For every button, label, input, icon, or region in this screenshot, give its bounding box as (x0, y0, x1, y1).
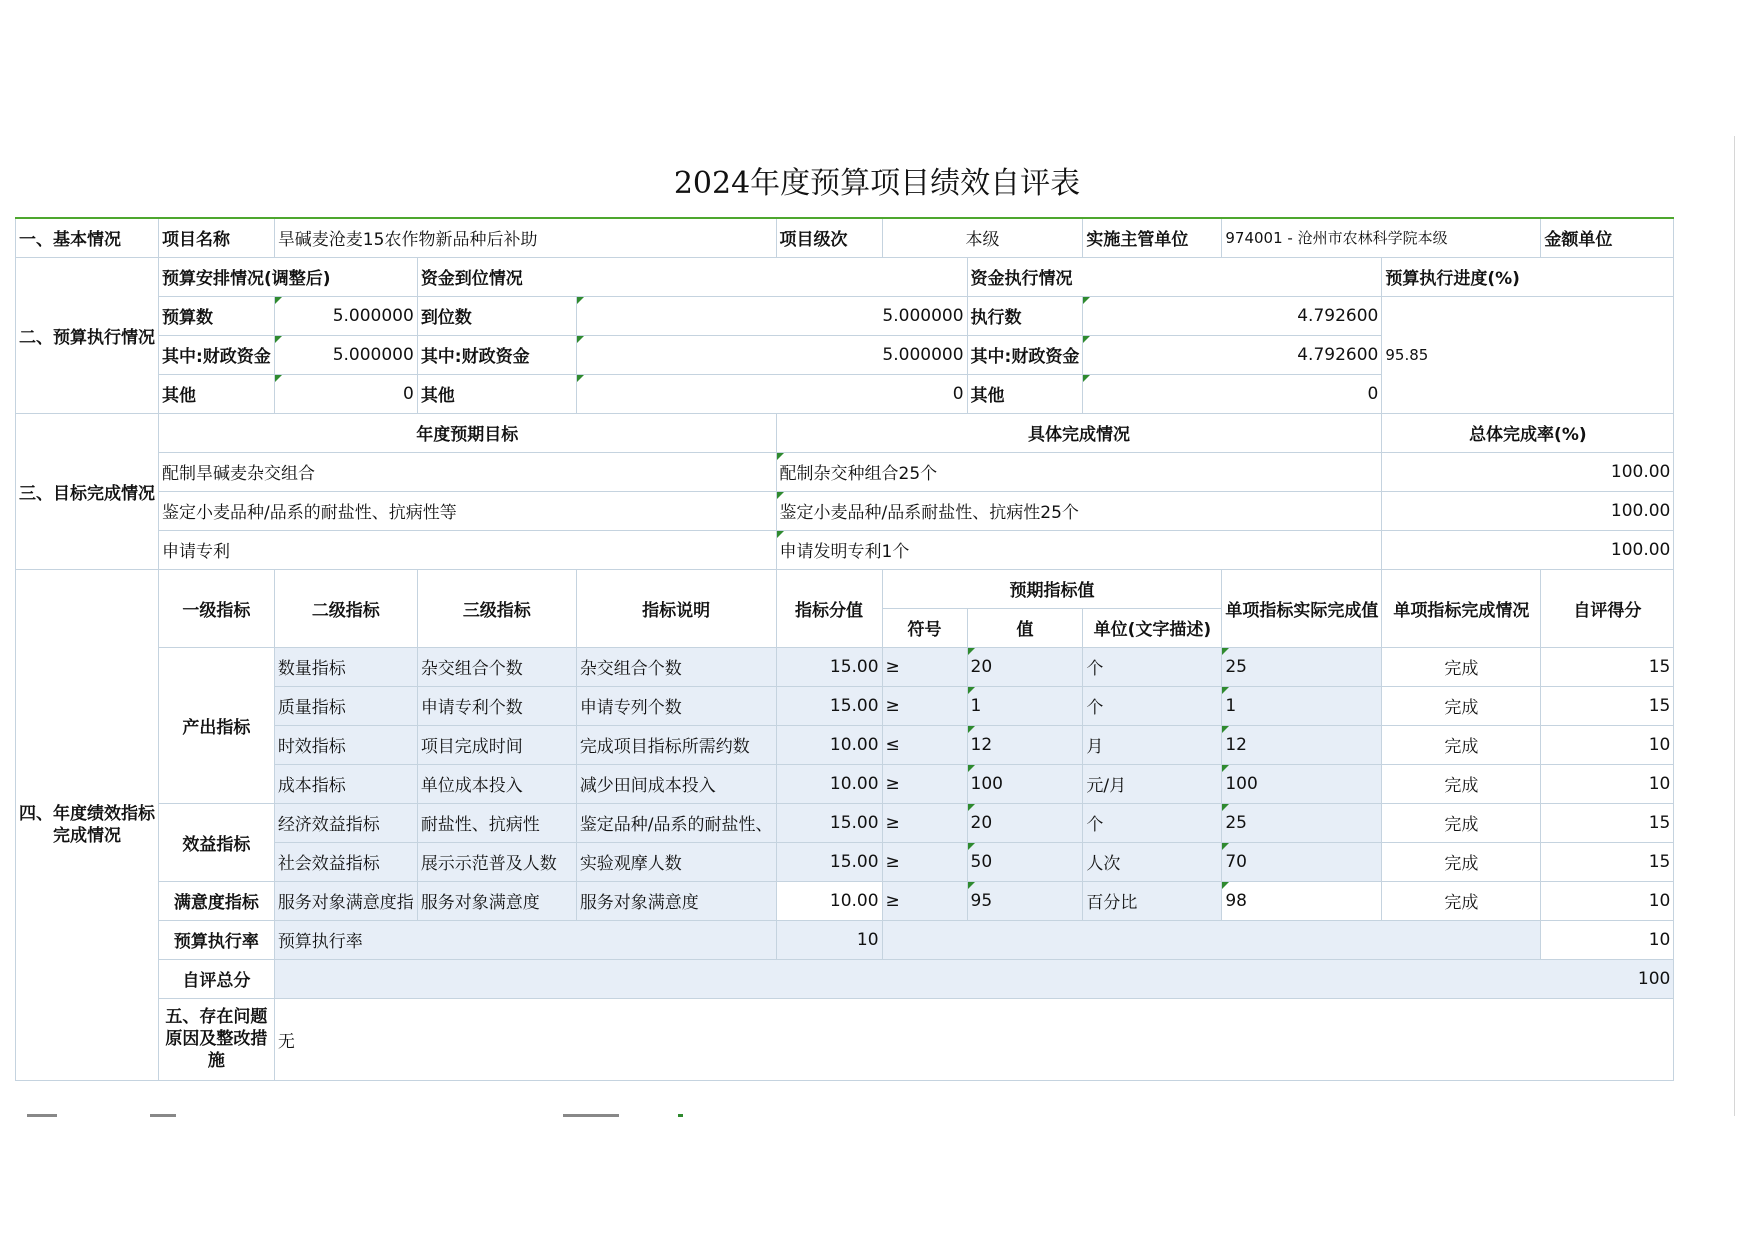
description[interactable]: 服务对象满意度 (576, 881, 776, 920)
goal-rate[interactable]: 100.00 (1382, 491, 1674, 530)
total-value[interactable]: 100 (274, 959, 1674, 998)
unit[interactable]: 个 (1083, 647, 1222, 686)
h-self-score: 自评得分 (1541, 569, 1674, 647)
score[interactable]: 15.00 (776, 842, 882, 881)
fiscal-arrive-value[interactable]: 5.000000 (576, 335, 967, 374)
dept-label: 实施主管单位 (1083, 218, 1222, 257)
arrive-label: 资金到位情况 (417, 257, 967, 296)
description[interactable]: 申请专列个数 (576, 686, 776, 725)
rate-col-header: 总体完成率(%) (1382, 413, 1674, 452)
expected-value[interactable]: 1 (967, 686, 1083, 725)
h-sign: 符号 (882, 608, 967, 647)
budget-value[interactable]: 5.000000 (274, 296, 417, 335)
expected-value[interactable]: 95 (967, 881, 1083, 920)
progress-value[interactable]: 95.85 (1382, 296, 1674, 413)
arrive-num-label: 到位数 (417, 296, 576, 335)
basic-info-row (16, 218, 1674, 257)
other-exec-label: 其他 (967, 374, 1083, 413)
h-description: 指标说明 (576, 569, 776, 647)
actual-value[interactable]: 100 (1222, 764, 1382, 803)
goal-text[interactable]: 鉴定小麦品种/品系的耐盐性、抗病性等 (159, 491, 777, 530)
exec-rate-score[interactable]: 10 (776, 920, 882, 959)
exec-num-label: 执行数 (967, 296, 1083, 335)
level2[interactable]: 数量指标 (274, 647, 417, 686)
self-score[interactable]: 15 (1541, 803, 1674, 842)
other-exec-value[interactable]: 0 (1083, 374, 1382, 413)
expected-value[interactable]: 20 (967, 647, 1083, 686)
exec-label: 资金执行情况 (967, 257, 1382, 296)
expected-value[interactable]: 100 (967, 764, 1083, 803)
goal-detail[interactable]: 鉴定小麦品种/品系耐盐性、抗病性25个 (776, 491, 1382, 530)
project-name-label: 项目名称 (159, 218, 275, 257)
sign[interactable]: ≥ (882, 842, 967, 881)
goal-row (16, 452, 1674, 491)
total-row (16, 959, 1674, 998)
budget-label: 预算数 (159, 296, 275, 335)
unit[interactable]: 元/月 (1083, 764, 1222, 803)
evaluation-table (15, 217, 1674, 1081)
h-level1: 一级指标 (159, 569, 275, 647)
description[interactable]: 完成项目指标所需约数 (576, 725, 776, 764)
actual-value[interactable]: 70 (1222, 842, 1382, 881)
level2[interactable]: 成本指标 (274, 764, 417, 803)
arrange-label: 预算安排情况(调整后) (159, 257, 418, 296)
level1-benefit: 效益指标 (159, 803, 275, 881)
goals-header-row (16, 413, 1674, 452)
indicator-row (16, 803, 1674, 842)
goal-row (16, 491, 1674, 530)
status[interactable]: 完成 (1382, 647, 1541, 686)
arrive-value[interactable]: 5.000000 (576, 296, 967, 335)
indicator-row (16, 647, 1674, 686)
score[interactable]: 10.00 (776, 881, 882, 920)
description[interactable]: 实验观摩人数 (576, 842, 776, 881)
goal-col-header: 年度预期目标 (159, 413, 777, 452)
exec-rate-l2: 预算执行率 (274, 920, 776, 959)
goal-row (16, 530, 1674, 569)
level3[interactable]: 耐盐性、抗病性 (417, 803, 576, 842)
score[interactable]: 15.00 (776, 803, 882, 842)
goal-rate[interactable]: 100.00 (1382, 452, 1674, 491)
expected-value[interactable]: 20 (967, 803, 1083, 842)
unit[interactable]: 个 (1083, 803, 1222, 842)
sign[interactable]: ≥ (882, 881, 967, 920)
problems-row (16, 998, 1674, 1080)
score[interactable]: 10.00 (776, 725, 882, 764)
fiscal-exec-value[interactable]: 4.792600 (1083, 335, 1382, 374)
unit[interactable]: 人次 (1083, 842, 1222, 881)
actual-value[interactable]: 25 (1222, 647, 1382, 686)
sheet-right-border (1734, 136, 1735, 1116)
progress-label: 预算执行进度(%) (1382, 257, 1674, 296)
exec-rate-blank (882, 920, 1541, 959)
indicator-row (16, 881, 1674, 920)
detail-col-header: 具体完成情况 (776, 413, 1382, 452)
description[interactable]: 减少田间成本投入 (576, 764, 776, 803)
fiscal-budget-value[interactable]: 5.000000 (274, 335, 417, 374)
status[interactable]: 完成 (1382, 842, 1541, 881)
level-label: 项目级次 (776, 218, 882, 257)
level3[interactable]: 杂交组合个数 (417, 647, 576, 686)
expected-value[interactable]: 50 (967, 842, 1083, 881)
dept-value[interactable]: 974001 - 沧州市农林科学院本级 (1222, 218, 1541, 257)
h-actual: 单项指标实际完成值 (1222, 569, 1382, 647)
sign[interactable]: ≥ (882, 686, 967, 725)
level2[interactable]: 时效指标 (274, 725, 417, 764)
status[interactable]: 完成 (1382, 764, 1541, 803)
fiscal-exec-label: 其中:财政资金 (967, 335, 1083, 374)
actual-value[interactable]: 12 (1222, 725, 1382, 764)
unit[interactable]: 百分比 (1083, 881, 1222, 920)
self-score[interactable]: 10 (1541, 725, 1674, 764)
cut-off-next-row (15, 1114, 1735, 1124)
self-score[interactable]: 10 (1541, 764, 1674, 803)
score[interactable]: 10.00 (776, 764, 882, 803)
unit[interactable]: 月 (1083, 725, 1222, 764)
sign[interactable]: ≥ (882, 647, 967, 686)
fiscal-arrive-label: 其中:财政资金 (417, 335, 576, 374)
h-status: 单项指标完成情况 (1382, 569, 1541, 647)
h-level3: 三级指标 (417, 569, 576, 647)
section-indicators: 四、年度绩效指标完成情况 (16, 569, 159, 1080)
level3[interactable]: 项目完成时间 (417, 725, 576, 764)
problems-content[interactable]: 无 (274, 998, 1674, 1080)
section-basic: 一、基本情况 (16, 218, 159, 257)
description[interactable]: 杂交组合个数 (576, 647, 776, 686)
exec-rate-label: 预算执行率 (159, 920, 275, 959)
status[interactable]: 完成 (1382, 881, 1541, 920)
self-score[interactable]: 15 (1541, 842, 1674, 881)
self-score[interactable]: 15 (1541, 686, 1674, 725)
expected-value[interactable]: 12 (967, 725, 1083, 764)
exec-rate-self[interactable]: 10 (1541, 920, 1674, 959)
level3[interactable]: 服务对象满意度 (417, 881, 576, 920)
self-score[interactable]: 15 (1541, 647, 1674, 686)
goal-rate[interactable]: 100.00 (1382, 530, 1674, 569)
section-goals: 三、目标完成情况 (16, 413, 159, 569)
exec-value[interactable]: 4.792600 (1083, 296, 1382, 335)
budget-amount-row (16, 296, 1674, 335)
score[interactable]: 15.00 (776, 647, 882, 686)
h-unit: 单位(文字描述) (1083, 608, 1222, 647)
score[interactable]: 15.00 (776, 686, 882, 725)
project-name-value[interactable]: 旱碱麦沧麦15农作物新品种后补助 (274, 218, 776, 257)
other-label: 其他 (159, 374, 275, 413)
level-value[interactable]: 本级 (882, 218, 1083, 257)
h-score: 指标分值 (776, 569, 882, 647)
level2[interactable]: 经济效益指标 (274, 803, 417, 842)
h-value: 值 (967, 608, 1083, 647)
unit[interactable]: 个 (1083, 686, 1222, 725)
goal-detail[interactable]: 申请发明专利1个 (776, 530, 1382, 569)
goal-text[interactable]: 配制旱碱麦杂交组合 (159, 452, 777, 491)
other-arrive-label: 其他 (417, 374, 576, 413)
h-level2: 二级指标 (274, 569, 417, 647)
level1-output: 产出指标 (159, 647, 275, 803)
fiscal-label: 其中:财政资金 (159, 335, 275, 374)
section-problems: 五、存在问题原因及整改措施 (159, 998, 275, 1080)
goal-detail[interactable]: 配制杂交种组合25个 (776, 452, 1382, 491)
status[interactable]: 完成 (1382, 803, 1541, 842)
total-label: 自评总分 (159, 959, 275, 998)
budget-exec-rate-row (16, 920, 1674, 959)
actual-value[interactable]: 98 (1222, 881, 1382, 920)
sign[interactable]: ≥ (882, 803, 967, 842)
actual-value[interactable]: 1 (1222, 686, 1382, 725)
level2[interactable]: 质量指标 (274, 686, 417, 725)
status[interactable]: 完成 (1382, 686, 1541, 725)
self-score[interactable]: 10 (1541, 881, 1674, 920)
sign[interactable]: ≤ (882, 725, 967, 764)
other-budget-value[interactable]: 0 (274, 374, 417, 413)
level3[interactable]: 展示示范普及人数 (417, 842, 576, 881)
other-arrive-value[interactable]: 0 (576, 374, 967, 413)
page-title: 2024年度预算项目绩效自评表 (673, 166, 1081, 201)
description[interactable]: 鉴定品种/品系的耐盐性、 (576, 803, 776, 842)
level3[interactable]: 单位成本投入 (417, 764, 576, 803)
unit-label: 金额单位 (1541, 218, 1674, 257)
level2[interactable]: 服务对象满意度指 (274, 881, 417, 920)
sign[interactable]: ≥ (882, 764, 967, 803)
h-expected: 预期指标值 (882, 569, 1222, 608)
level2[interactable]: 社会效益指标 (274, 842, 417, 881)
level3[interactable]: 申请专利个数 (417, 686, 576, 725)
goal-text[interactable]: 申请专利 (159, 530, 777, 569)
status[interactable]: 完成 (1382, 725, 1541, 764)
actual-value[interactable]: 25 (1222, 803, 1382, 842)
budget-header-row (16, 257, 1674, 296)
section-budget: 二、预算执行情况 (16, 257, 159, 413)
indicator-header-row (16, 569, 1674, 608)
level1-satisfaction: 满意度指标 (159, 881, 275, 920)
